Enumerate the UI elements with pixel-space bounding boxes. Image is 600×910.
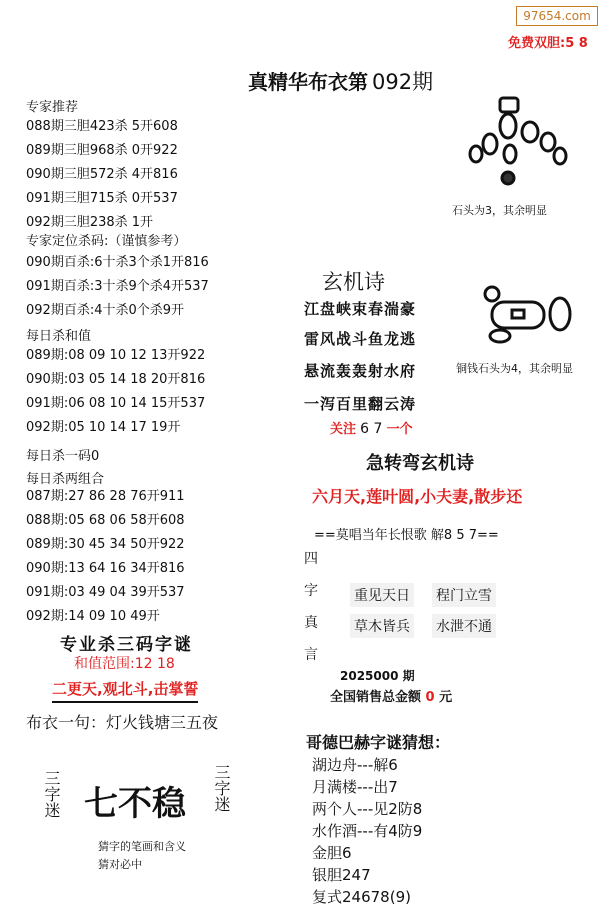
phrase: 重见天日 [350,583,414,607]
phrase: 水泄不通 [432,614,496,638]
list-item: 金胆6 [312,844,352,862]
list-item: 091期:06 08 10 14 15开537 [26,396,206,411]
title-issue: 092期 [372,70,434,94]
goldbach-title: 哥德巴赫字谜猜想： [306,733,451,752]
list-item: 银胆247 [312,866,371,884]
list-item: 091期三胆715杀 0开537 [26,191,178,206]
focus-suffix: 一个 [386,422,413,437]
poem-line: 悬流轰轰射水府 [304,362,417,380]
list-item: 088期:05 68 06 58开608 [26,513,185,528]
sharp-turn-title: 急转弯玄机诗 [366,453,474,474]
list-item: 088期三胆423杀 5开608 [26,119,178,134]
list-item: 091期:03 49 04 39开537 [26,585,185,600]
four-char-label-2: 字 [304,583,318,599]
pro-riddle-text: 二更天,观北斗,击掌誓 [52,678,198,703]
free-pick: 免费双胆:5 8 [508,36,588,51]
list-item: 090期:03 05 14 18 20开816 [26,372,206,387]
sharp-turn-text: 六月天,莲叶圆,小夫妻,散步还 [312,487,523,506]
list-item: 090期三胆572杀 4开816 [26,167,178,182]
list-item: 090期:13 64 16 34开816 [26,561,185,576]
list-item: 复式24678(9) [312,888,411,906]
four-char-label-3: 真 [304,615,318,631]
guess-note-2: 猜对必中 [98,858,142,871]
three-char-left: 三字迷 [42,770,61,818]
song-line: ==莫唱当年长恨歌 解8 5 7== [314,528,499,543]
poem-line: 一泻百里翻云涛 [304,395,417,413]
title-text: 真精华布衣第 [248,70,368,94]
pro-riddle-title: 专业杀三码字谜 [60,635,193,655]
mystic-poem-title: 玄机诗 [322,270,385,294]
sales-label: 全国销售总金额 [330,690,422,705]
stones-figure-icon [460,92,580,192]
position-kill-heading: 专家定位杀码:（谨慎参考） [26,234,187,249]
list-item: 月满楼---出7 [312,778,398,796]
coins-stones-icon [470,282,580,346]
list-item: 089期:30 45 34 50开922 [26,537,185,552]
stone-caption-2: 铜钱石头为4，其余明显 [456,362,573,375]
list-item: 090期百杀:6十杀3个杀1开816 [26,255,209,270]
daily-one: 每日杀一码0 [26,449,100,464]
sales-issue: 2025000 期 [340,669,415,683]
site-badge[interactable]: 97654.com [516,6,598,26]
list-item: 092期:05 10 14 17 19开 [26,420,181,435]
poem-line: 江盘峡束春湍豪 [304,300,417,318]
list-item: 湖边舟---解6 [312,756,398,774]
list-item: 087期:27 86 28 76开911 [26,489,185,504]
page-title [248,66,433,96]
list-item: 092期百杀:4十杀0个杀9开 [26,303,185,318]
sales-unit: 元 [439,690,453,705]
list-item: 089期:08 09 10 12 13开922 [26,348,206,363]
focus-nums: 6 7 [360,421,383,437]
four-char-label-1: 四 [304,551,318,567]
seven-unstable: 七不稳 [84,784,186,824]
guess-note-1: 猜字的笔画和含义 [98,840,186,853]
sales-amount: 0 [425,690,435,705]
phrase: 程门立雪 [432,583,496,607]
three-char-right: 三字迷 [212,764,231,812]
expert-heading: 专家推荐 [26,100,79,115]
daily-two-heading: 每日杀两组合 [26,472,105,487]
buyi-line: 布衣一句：灯火钱塘三五夜 [26,713,219,732]
phrase: 草木皆兵 [350,614,414,638]
sum-range: 和值范围:12 18 [74,656,175,672]
poem-line: 雷风战斗鱼龙逃 [304,330,417,348]
four-char-label-4: 言 [304,647,318,663]
list-item: 092期:14 09 10 49开 [26,609,160,624]
list-item: 092期三胆238杀 1开 [26,215,154,230]
list-item: 水作酒---有4防9 [312,822,423,840]
list-item: 089期三胆968杀 0开922 [26,143,178,158]
stone-caption-1: 石头为3，其余明显 [452,204,547,217]
focus-line [330,418,413,437]
focus-label: 关注 [330,422,357,437]
list-item: 091期百杀:3十杀9个杀4开537 [26,279,209,294]
daily-sum-heading: 每日杀和值 [26,329,92,344]
list-item: 两个人---见2防8 [312,800,423,818]
sales-line [330,686,452,705]
